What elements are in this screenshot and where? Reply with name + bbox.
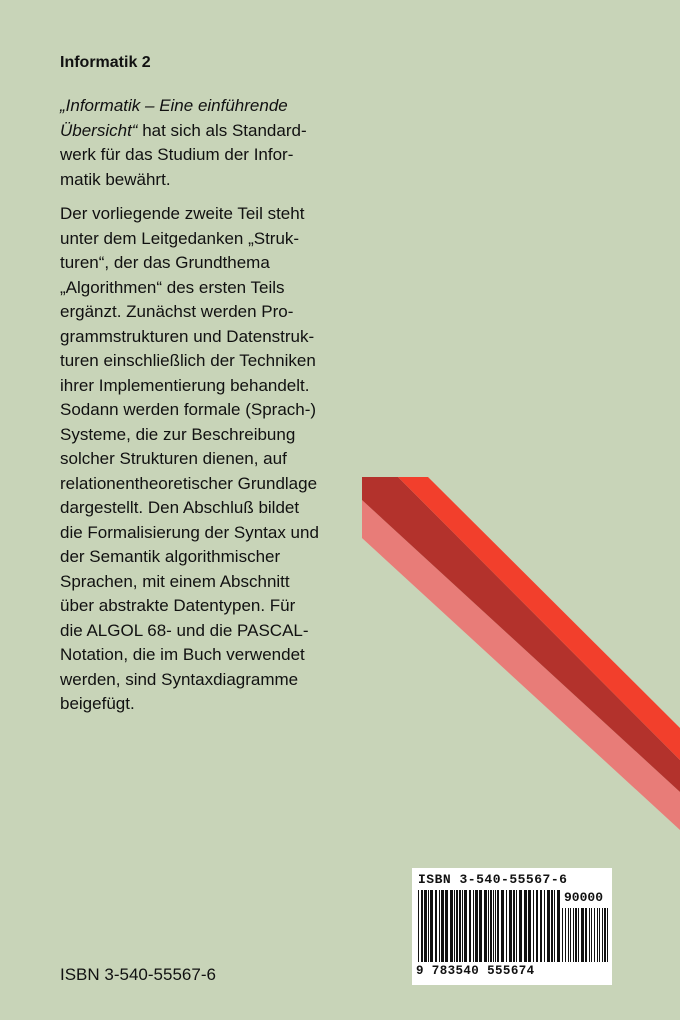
barcode-bar: [488, 890, 489, 962]
barcode-bar: [430, 890, 433, 962]
barcode-bar: [519, 890, 522, 962]
barcode-bar: [497, 890, 499, 962]
barcode-bar: [450, 890, 453, 962]
barcode-bar: [462, 890, 463, 962]
barcode-bar: [568, 908, 569, 962]
barcode-main-bars: [418, 890, 560, 962]
barcode-bar: [581, 908, 584, 962]
barcode-bar: [473, 890, 474, 962]
barcode-bar: [604, 908, 606, 962]
barcode-bar: [591, 908, 592, 962]
barcode-bar: [594, 908, 595, 962]
barcode-bar: [602, 908, 603, 962]
barcode-bar: [547, 890, 550, 962]
intro-italic: „Informatik – Eine einführende Übersicht“: [60, 96, 288, 140]
barcode-bar: [456, 890, 458, 962]
barcode-bar: [599, 908, 600, 962]
barcode-bar: [484, 890, 487, 962]
barcode-bar: [435, 890, 437, 962]
barcode-bar: [516, 890, 517, 962]
barcode-bar: [418, 890, 419, 962]
book-title: Informatik 2: [60, 54, 151, 71]
barcode-bar: [493, 890, 494, 962]
barcode-bar: [589, 908, 590, 962]
barcode-bar: [459, 890, 461, 962]
barcode-bar: [565, 908, 566, 962]
barcode-bar: [441, 890, 444, 962]
barcode-bar: [554, 890, 555, 962]
barcode-bar: [509, 890, 512, 962]
blurb: [60, 94, 350, 727]
barcode-bar: [533, 890, 534, 962]
barcode-bar: [439, 890, 440, 962]
barcode: [412, 868, 612, 985]
barcode-bar: [445, 890, 448, 962]
barcode-bar: [428, 890, 429, 962]
barcode-bar: [469, 890, 471, 962]
barcode-bar: [501, 890, 504, 962]
barcode-bar: [513, 890, 515, 962]
barcode-bar: [475, 890, 478, 962]
barcode-bar: [424, 890, 427, 962]
isbn-text: ISBN 3-540-55567-6: [60, 965, 216, 984]
barcode-bar: [573, 908, 574, 962]
intro-paragraph: [60, 94, 350, 192]
barcode-bar: [597, 908, 598, 962]
barcode-bar: [528, 890, 531, 962]
stripe-light: [362, 500, 680, 830]
barcode-bar: [506, 890, 507, 962]
barcode-addon-bars: [562, 908, 608, 962]
barcode-addon-number: 90000: [564, 890, 604, 905]
barcode-bar: [540, 890, 542, 962]
barcode-bar: [578, 908, 579, 962]
barcode-bar: [479, 890, 482, 962]
barcode-bar: [570, 908, 571, 962]
barcode-bar: [585, 908, 587, 962]
barcode-bar: [551, 890, 553, 962]
barcode-bar: [454, 890, 455, 962]
barcode-bar: [557, 890, 560, 962]
barcode-bar: [464, 890, 467, 962]
barcode-bar: [562, 908, 563, 962]
barcode-bar: [575, 908, 577, 962]
barcode-isbn-label: ISBN 3-540-55567-6: [418, 872, 568, 887]
body-paragraph: Der vorliegende zweite Teil steht unter dem Leitgedanken „Struk- turen“, der das Grundthema „Algorithmen“ des ersten Teils ergänzt. Zunächst werden Pro- grammstrukturen und Datenstruk- turen einschließlich der Techniken ihrer Implementierung behandelt. Sodann werden formale (Sprach-) Systeme, die zur Beschreibung solcher Strukturen dienen, auf relationentheoretischer Grundlage dargestellt. Den Abschluß bildet die Formalisierung der Syntax und der Semantik algorithmischer Sprachen, mit einem Abschnitt über abstrakte Datentypen. Für die ALGOL 68- und die PASCAL- Notation, die im Buch verwendet werden, sind Syntaxdiagramme beigefügt.: [60, 204, 319, 713]
barcode-digits: 9 783540 555674: [416, 964, 535, 978]
barcode-bar: [495, 890, 496, 962]
stripe-dark: [362, 477, 680, 792]
barcode-bar: [607, 908, 608, 962]
barcode-bar: [490, 890, 492, 962]
barcode-bar: [536, 890, 538, 962]
barcode-bar: [524, 890, 527, 962]
barcode-bar: [421, 890, 423, 962]
intro-rest: hat sich als Standard- werk für das Studium der Infor- matik bewährt.: [60, 120, 307, 189]
barcode-bar: [544, 890, 545, 962]
